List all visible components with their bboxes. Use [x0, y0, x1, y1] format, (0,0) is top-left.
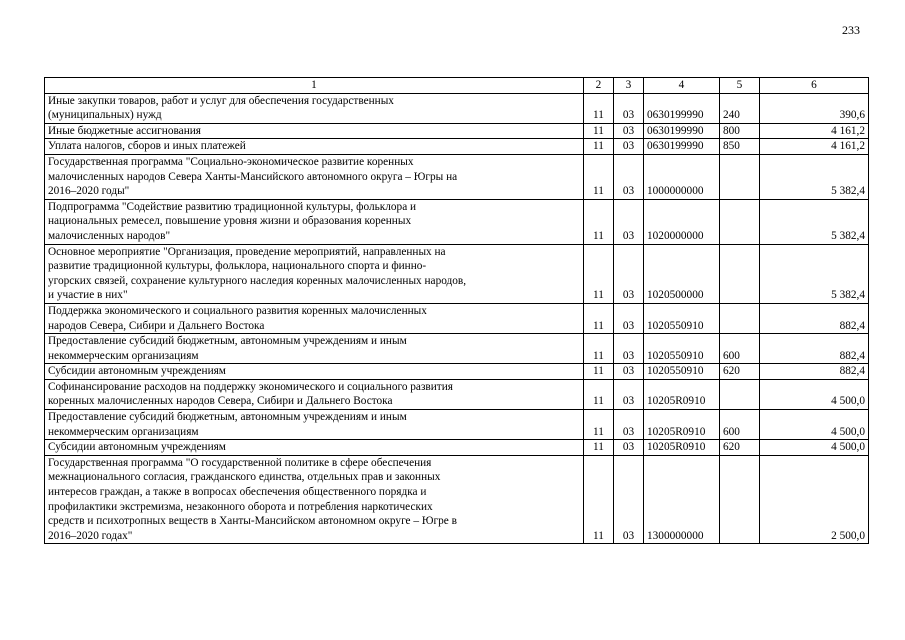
table-row	[45, 440, 869, 456]
section-code-cell: 11	[584, 93, 614, 123]
expense-name-line: межнационального согласия, гражданского единства, отдельных прав и законных	[48, 471, 441, 484]
target-article-cell: 1300000000	[644, 455, 720, 544]
expense-name-cell	[45, 364, 584, 380]
amount-cell: 390,6	[760, 93, 869, 123]
expense-name-cell	[45, 244, 584, 303]
section-code-cell: 11	[584, 244, 614, 303]
amount-cell: 882,4	[760, 334, 869, 364]
expense-name-line: национальных ремесел, повышение уровня жизни и образования коренных	[48, 215, 412, 228]
subsection-code-cell: 03	[614, 364, 644, 380]
subsection-code-cell: 03	[614, 303, 644, 333]
subsection-code-cell: 03	[614, 123, 644, 139]
page-number: 233	[842, 23, 860, 37]
expense-name-cell	[45, 139, 584, 155]
subsection-code-cell: 03	[614, 410, 644, 440]
expense-name-line: интересов граждан, а также в вопросах обеспечения общественного порядка и	[48, 486, 427, 499]
amount-cell: 5 382,4	[760, 199, 869, 244]
expense-name-line: Подпрограмма "Содействие развитию традиционной культуры, фольклора и	[48, 200, 417, 213]
section-code-cell: 11	[584, 455, 614, 544]
expense-name-line: Государственная программа "О государственной политике в сфере обеспечения	[48, 456, 432, 469]
expense-name-cell	[45, 379, 584, 409]
amount-cell: 5 382,4	[760, 244, 869, 303]
expense-name-line: развитие традиционной культуры, фольклора, национального спорта и финно-	[48, 260, 427, 273]
expense-name-line: средств и психотропных веществ в Ханты-Мансийском автономном округе – Югре в	[48, 515, 457, 528]
table-row	[45, 410, 869, 440]
expense-type-cell	[720, 199, 760, 244]
amount-cell: 4 161,2	[760, 139, 869, 155]
expense-type-cell: 620	[720, 364, 760, 380]
target-article-cell: 1020550910	[644, 303, 720, 333]
expense-name-line: и участие в них"	[48, 289, 128, 302]
column-header-3: 3	[614, 78, 644, 94]
expense-name-cell	[45, 93, 584, 123]
expense-name-line: Иные бюджетные ассигнования	[48, 124, 201, 137]
section-code-cell: 11	[584, 364, 614, 380]
amount-cell: 4 161,2	[760, 123, 869, 139]
section-code-cell: 11	[584, 154, 614, 199]
column-header-1: 1	[45, 78, 584, 94]
table-header-row	[45, 78, 869, 94]
expense-name-cell	[45, 123, 584, 139]
expense-name-cell	[45, 334, 584, 364]
section-code-cell: 11	[584, 123, 614, 139]
table-row	[45, 364, 869, 380]
expense-name-line: 2016–2020 годах"	[48, 529, 133, 542]
expense-name-cell	[45, 455, 584, 544]
expense-type-cell: 600	[720, 410, 760, 440]
table-row	[45, 334, 869, 364]
expense-name-cell	[45, 440, 584, 456]
table-row	[45, 244, 869, 303]
target-article-cell: 1020550910	[644, 334, 720, 364]
expense-name-line: народов Севера, Сибири и Дальнего Востока	[48, 319, 265, 332]
expense-name-line: Государственная программа "Социально-экономическое развитие коренных	[48, 155, 414, 168]
expense-name-line: коренных малочисленных народов Севера, Сибири и Дальнего Востока	[48, 395, 393, 408]
amount-cell: 4 500,0	[760, 379, 869, 409]
expense-name-line: Предоставление субсидий бюджетным, автономным учреждениям и иным	[48, 411, 407, 424]
column-header-2: 2	[584, 78, 614, 94]
expense-name-line: Поддержка экономического и социального развития коренных малочисленных	[48, 304, 427, 317]
expense-name-cell	[45, 303, 584, 333]
column-header-6: 6	[760, 78, 869, 94]
expense-type-cell: 600	[720, 334, 760, 364]
target-article-cell: 1020550910	[644, 364, 720, 380]
table-row	[45, 154, 869, 199]
table-row	[45, 93, 869, 123]
table-row	[45, 123, 869, 139]
expense-type-cell	[720, 455, 760, 544]
target-article-cell: 10205R0910	[644, 440, 720, 456]
expense-name-cell	[45, 154, 584, 199]
subsection-code-cell: 03	[614, 379, 644, 409]
expense-type-cell	[720, 303, 760, 333]
expense-name-line: Уплата налогов, сборов и иных платежей	[48, 140, 246, 153]
subsection-code-cell: 03	[614, 244, 644, 303]
expense-name-cell	[45, 410, 584, 440]
expense-name-line: Основное мероприятие "Организация, проведение мероприятий, направленных на	[48, 245, 446, 258]
expense-name-line: Софинансирование расходов на поддержку экономического и социального развития	[48, 380, 453, 393]
expense-name-line: некоммерческим организациям	[48, 425, 199, 438]
subsection-code-cell: 03	[614, 139, 644, 155]
target-article-cell: 0630199990	[644, 123, 720, 139]
target-article-cell: 1020500000	[644, 244, 720, 303]
amount-cell: 2 500,0	[760, 455, 869, 544]
amount-cell: 882,4	[760, 364, 869, 380]
expense-name-line: малочисленных народов"	[48, 229, 171, 242]
target-article-cell: 10205R0910	[644, 410, 720, 440]
section-code-cell: 11	[584, 334, 614, 364]
expense-type-cell	[720, 244, 760, 303]
expense-name-line: некоммерческим организациям	[48, 349, 199, 362]
subsection-code-cell: 03	[614, 199, 644, 244]
expense-name-line: малочисленных народов Севера Ханты-Мансийского автономного округа – Югры на	[48, 170, 458, 183]
expense-name-line: угорских связей, сохранение культурного наследия коренных малочисленных народов,	[48, 274, 467, 287]
table-row	[45, 199, 869, 244]
section-code-cell: 11	[584, 199, 614, 244]
subsection-code-cell: 03	[614, 455, 644, 544]
table-row	[45, 303, 869, 333]
expense-name-line: Иные закупки товаров, работ и услуг для обеспечения государственных	[48, 94, 394, 107]
subsection-code-cell: 03	[614, 440, 644, 456]
table-row	[45, 455, 869, 544]
expense-type-cell	[720, 154, 760, 199]
expense-type-cell: 240	[720, 93, 760, 123]
expense-type-cell: 800	[720, 123, 760, 139]
table-row	[45, 139, 869, 155]
target-article-cell: 10205R0910	[644, 379, 720, 409]
subsection-code-cell: 03	[614, 334, 644, 364]
section-code-cell: 11	[584, 379, 614, 409]
amount-cell: 882,4	[760, 303, 869, 333]
amount-cell: 4 500,0	[760, 410, 869, 440]
expense-name-line: Предоставление субсидий бюджетным, автономным учреждениям и иным	[48, 335, 407, 348]
subsection-code-cell: 03	[614, 154, 644, 199]
target-article-cell: 0630199990	[644, 93, 720, 123]
column-header-5: 5	[720, 78, 760, 94]
table-row	[45, 379, 869, 409]
budget-table	[44, 77, 869, 544]
expense-type-cell	[720, 379, 760, 409]
section-code-cell: 11	[584, 303, 614, 333]
target-article-cell: 1020000000	[644, 199, 720, 244]
column-header-4: 4	[644, 78, 720, 94]
amount-cell: 5 382,4	[760, 154, 869, 199]
section-code-cell: 11	[584, 440, 614, 456]
section-code-cell: 11	[584, 139, 614, 155]
expense-name-line: 2016–2020 годы"	[48, 185, 130, 198]
target-article-cell: 0630199990	[644, 139, 720, 155]
expense-name-cell	[45, 199, 584, 244]
expense-name-line: профилактики экстремизма, незаконного оборота и потребления наркотических	[48, 500, 433, 513]
amount-cell: 4 500,0	[760, 440, 869, 456]
expense-type-cell: 850	[720, 139, 760, 155]
expense-type-cell: 620	[720, 440, 760, 456]
expense-name-line: Субсидии автономным учреждениям	[48, 441, 226, 454]
subsection-code-cell: 03	[614, 93, 644, 123]
target-article-cell: 1000000000	[644, 154, 720, 199]
expense-name-line: Субсидии автономным учреждениям	[48, 365, 226, 378]
section-code-cell: 11	[584, 410, 614, 440]
expense-name-line: (муниципальных) нужд	[48, 109, 162, 122]
